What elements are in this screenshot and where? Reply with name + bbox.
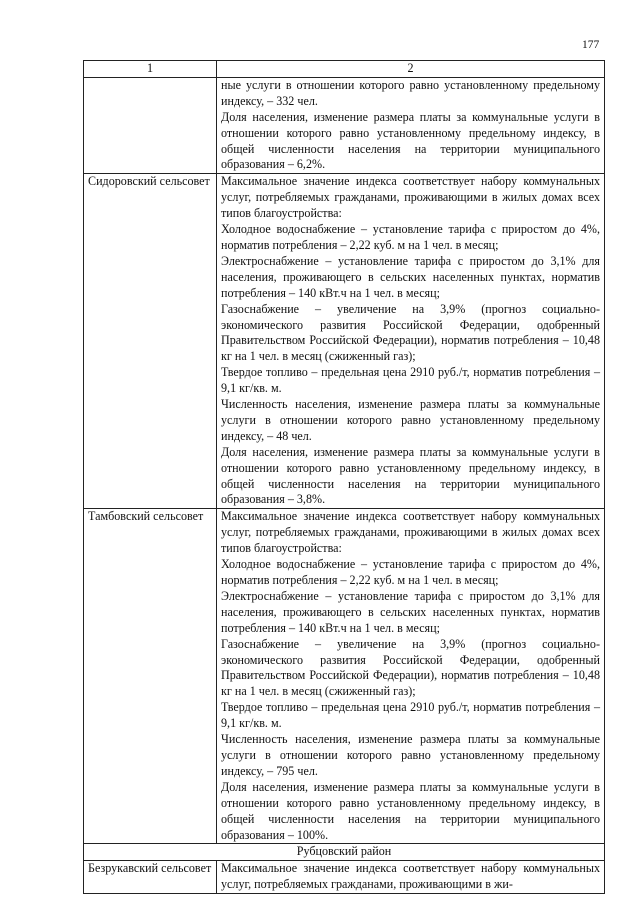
- paragraph: ные услуги в отношении которого равно установленному предельному индексу, – 332 чел.: [221, 77, 600, 108]
- description-cell: [217, 77, 605, 173]
- paragraph: Доля населения, изменение размера платы за коммунальные услуги в отношении которого равно установленному предельному индексу, в общей численности населения на территории муниципального образования – 3,8%.: [221, 444, 600, 507]
- municipality-cell: [84, 77, 217, 173]
- table-row: [84, 77, 605, 173]
- paragraph: Твердое топливо – предельная цена 2910 руб./т, норматив потребления – 9,1 кг/кв. м.: [221, 365, 600, 396]
- paragraph: Электроснабжение – установление тарифа с приростом до 3,1% для населения, проживающего в сельских населенных пунктах, норматив потребления – 140 кВт.ч на 1 чел. в месяц;: [221, 588, 600, 635]
- paragraph: Максимальное значение индекса соответствует набору коммунальных услуг, потребляемых гражданами, проживающими в жилых домах всех типов благоустройства:: [221, 174, 600, 221]
- paragraph: Холодное водоснабжение – установление тарифа с приростом до 4%, норматив потребления – 2,22 куб. м на 1 чел. в месяц;: [221, 557, 600, 587]
- description-cell: [217, 509, 605, 844]
- municipal-index-table: [83, 60, 605, 894]
- paragraph: Холодное водоснабжение – установление тарифа с приростом до 4%, норматив потребления – 2,22 куб. м на 1 чел. в месяц;: [221, 222, 600, 252]
- table-row: [84, 861, 605, 894]
- description-cell: [217, 861, 605, 894]
- municipality-cell: Тамбовский сельсовет: [84, 509, 217, 844]
- paragraph: Максимальное значение индекса соответствует набору коммунальных услуг, потребляемых гражданами, проживающими в жилых домах всех типов благоустройства:: [221, 509, 600, 556]
- district-row: [84, 844, 605, 861]
- paragraph: Максимальное значение индекса соответствует набору коммунальных услуг, потребляемых гражданами, проживающими в жи-: [221, 861, 600, 892]
- paragraph: Численность населения, изменение размера платы за коммунальные услуги в отношении которого равно установленному предельному индексу, – 48 чел.: [221, 397, 600, 443]
- paragraph: Газоснабжение – увеличение на 3,9% (прогноз социально-экономического развития Российской Федерации, одобренный Правительством Российской Федерации), норматив потребления – 10,48 кг на 1 чел. в месяц (сжиженный газ);: [221, 301, 600, 364]
- table-row: [84, 174, 605, 509]
- municipality-cell: Сидоровский сельсовет: [84, 174, 217, 509]
- paragraph: Доля населения, изменение размера платы за коммунальные услуги в отношении которого равно установленному предельному индексу, в общей численности населения на территории муниципального образования – 6,2%.: [221, 109, 600, 172]
- municipality-cell: Безрукавский сельсовет: [84, 861, 217, 894]
- paragraph: Газоснабжение – увеличение на 3,9% (прогноз социально-экономического развития Российской Федерации, одобренный Правительством Российской Федерации), норматив потребления – 10,48 кг на 1 чел. в месяц (сжиженный газ);: [221, 636, 600, 699]
- table-header-row: [84, 61, 605, 78]
- paragraph: Доля населения, изменение размера платы за коммунальные услуги в отношении которого равно установленному предельному индексу, в общей численности населения на территории муниципального образования – 100%.: [221, 779, 600, 842]
- column-header-1: 1: [84, 61, 217, 78]
- paragraph: Численность населения, изменение размера платы за коммунальные услуги в отношении которого равно установленному предельному индексу, – 795 чел.: [221, 732, 600, 778]
- table-row: [84, 509, 605, 844]
- paragraph: Электроснабжение – установление тарифа с приростом до 3,1% для населения, проживающего в сельских населенных пунктах, норматив потребления – 140 кВт.ч на 1 чел. в месяц;: [221, 253, 600, 300]
- district-heading: Рубцовский район: [84, 844, 605, 861]
- column-header-2: 2: [217, 61, 605, 78]
- description-cell: [217, 174, 605, 509]
- paragraph: Твердое топливо – предельная цена 2910 руб./т, норматив потребления – 9,1 кг/кв. м.: [221, 700, 600, 731]
- page-number: 177: [582, 39, 600, 51]
